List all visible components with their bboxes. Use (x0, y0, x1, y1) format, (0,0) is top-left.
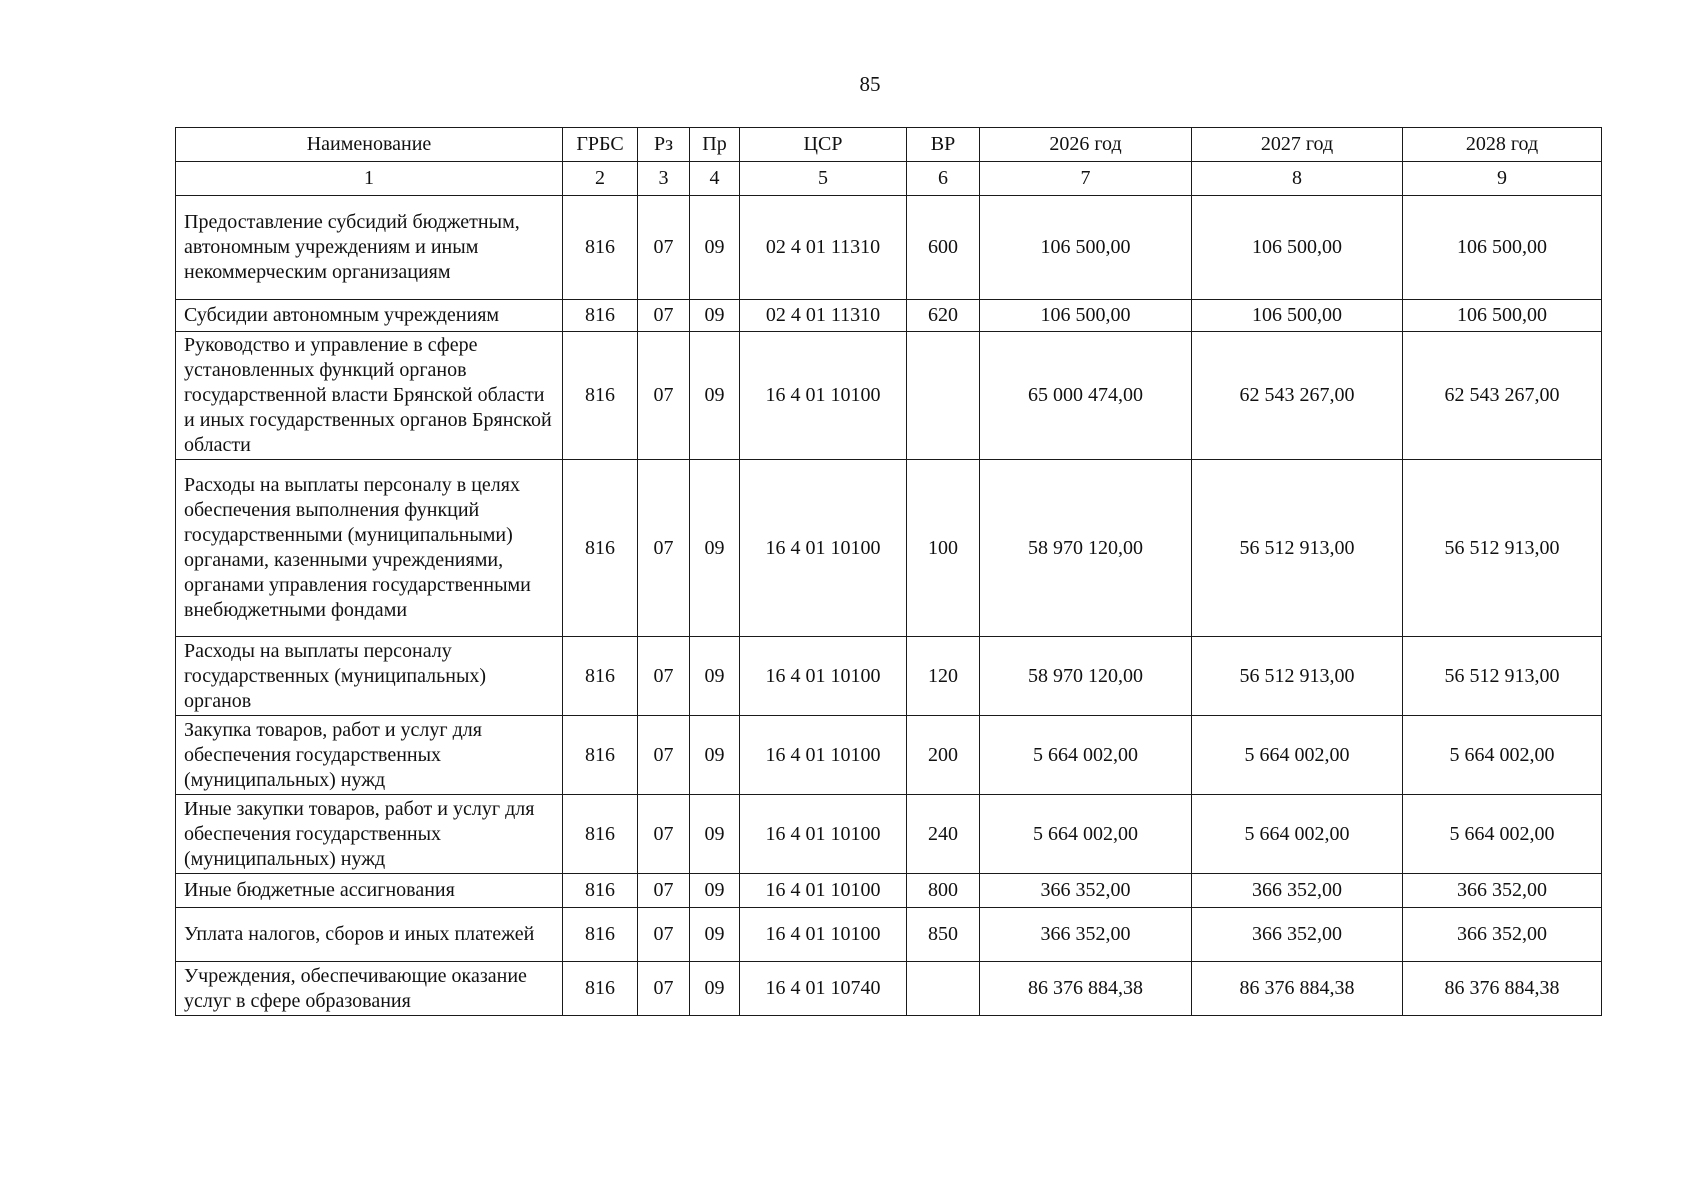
header-rz: Рз (638, 128, 690, 162)
row-rz: 07 (638, 460, 690, 637)
row-amount-2027: 62 543 267,00 (1192, 332, 1403, 460)
row-rz: 07 (638, 908, 690, 962)
row-csr: 02 4 01 11310 (740, 196, 907, 300)
row-amount-2027: 5 664 002,00 (1192, 716, 1403, 795)
column-number: 5 (740, 162, 907, 196)
row-csr: 16 4 01 10100 (740, 795, 907, 874)
column-number: 2 (563, 162, 638, 196)
row-grbs: 816 (563, 716, 638, 795)
row-pr: 09 (690, 460, 740, 637)
row-amount-2028: 62 543 267,00 (1403, 332, 1602, 460)
table-row (176, 962, 1602, 1016)
row-pr: 09 (690, 716, 740, 795)
page-number: 85 (859, 72, 881, 96)
row-pr: 09 (690, 908, 740, 962)
row-grbs: 816 (563, 874, 638, 908)
header-year-2026: 2026 год (980, 128, 1192, 162)
row-amount-2028: 5 664 002,00 (1403, 716, 1602, 795)
row-amount-2028: 56 512 913,00 (1403, 637, 1602, 716)
row-amount-2026: 106 500,00 (980, 300, 1192, 332)
table-row (176, 637, 1602, 716)
column-number: 7 (980, 162, 1192, 196)
header-grbs: ГРБС (563, 128, 638, 162)
column-number: 1 (176, 162, 563, 196)
table-row (176, 332, 1602, 460)
row-csr: 16 4 01 10100 (740, 332, 907, 460)
row-rz: 07 (638, 332, 690, 460)
header-year-2028: 2028 год (1403, 128, 1602, 162)
row-vr: 100 (907, 460, 980, 637)
row-amount-2028: 5 664 002,00 (1403, 795, 1602, 874)
row-amount-2027: 106 500,00 (1192, 300, 1403, 332)
row-rz: 07 (638, 300, 690, 332)
row-vr: 800 (907, 874, 980, 908)
header-year-2027: 2027 год (1192, 128, 1403, 162)
row-grbs: 816 (563, 637, 638, 716)
column-number: 9 (1403, 162, 1602, 196)
row-pr: 09 (690, 300, 740, 332)
row-vr (907, 962, 980, 1016)
row-amount-2028: 56 512 913,00 (1403, 460, 1602, 637)
row-name: Расходы на выплаты персоналу в целях обеспечения выполнения функций государственными (муниципальными) органами, казенными учреждениями, органами управления государственными внебюджетными фондами (176, 460, 563, 637)
header-csr: ЦСР (740, 128, 907, 162)
row-grbs: 816 (563, 795, 638, 874)
row-amount-2026: 366 352,00 (980, 874, 1192, 908)
row-name: Иные бюджетные ассигнования (176, 874, 563, 908)
row-name: Учреждения, обеспечивающие оказание услуг в сфере образования (176, 962, 563, 1016)
row-amount-2026: 5 664 002,00 (980, 716, 1192, 795)
row-amount-2027: 106 500,00 (1192, 196, 1403, 300)
header-name: Наименование (176, 128, 563, 162)
row-amount-2027: 5 664 002,00 (1192, 795, 1403, 874)
column-number: 4 (690, 162, 740, 196)
row-amount-2027: 56 512 913,00 (1192, 637, 1403, 716)
row-pr: 09 (690, 196, 740, 300)
row-amount-2026: 58 970 120,00 (980, 637, 1192, 716)
row-csr: 16 4 01 10740 (740, 962, 907, 1016)
row-amount-2028: 86 376 884,38 (1403, 962, 1602, 1016)
row-pr: 09 (690, 962, 740, 1016)
column-number-row (176, 162, 1602, 196)
header-pr: Пр (690, 128, 740, 162)
row-amount-2026: 58 970 120,00 (980, 460, 1192, 637)
row-name: Предоставление субсидий бюджетным, автономным учреждениям и иным некоммерческим организациям (176, 196, 563, 300)
header-vr: ВР (907, 128, 980, 162)
table-row (176, 874, 1602, 908)
row-amount-2027: 366 352,00 (1192, 908, 1403, 962)
row-amount-2026: 5 664 002,00 (980, 795, 1192, 874)
row-name: Субсидии автономным учреждениям (176, 300, 563, 332)
row-amount-2027: 56 512 913,00 (1192, 460, 1403, 637)
row-amount-2026: 366 352,00 (980, 908, 1192, 962)
row-csr: 16 4 01 10100 (740, 637, 907, 716)
column-number: 8 (1192, 162, 1403, 196)
row-rz: 07 (638, 637, 690, 716)
row-grbs: 816 (563, 908, 638, 962)
row-amount-2026: 65 000 474,00 (980, 332, 1192, 460)
row-rz: 07 (638, 716, 690, 795)
row-grbs: 816 (563, 196, 638, 300)
row-amount-2028: 366 352,00 (1403, 908, 1602, 962)
row-grbs: 816 (563, 962, 638, 1016)
table-row (176, 908, 1602, 962)
row-grbs: 816 (563, 460, 638, 637)
row-name: Уплата налогов, сборов и иных платежей (176, 908, 563, 962)
row-csr: 02 4 01 11310 (740, 300, 907, 332)
column-number: 6 (907, 162, 980, 196)
row-csr: 16 4 01 10100 (740, 874, 907, 908)
row-csr: 16 4 01 10100 (740, 716, 907, 795)
row-vr: 850 (907, 908, 980, 962)
table-row (176, 196, 1602, 300)
row-pr: 09 (690, 637, 740, 716)
row-amount-2026: 106 500,00 (980, 196, 1192, 300)
row-rz: 07 (638, 874, 690, 908)
row-name: Расходы на выплаты персоналу государственных (муниципальных) органов (176, 637, 563, 716)
table-header-row (176, 128, 1602, 162)
row-name: Руководство и управление в сфере установленных функций органов государственной власти Брянской области и иных государственных органов Брянской области (176, 332, 563, 460)
table-row (176, 716, 1602, 795)
row-pr: 09 (690, 874, 740, 908)
table-row (176, 795, 1602, 874)
column-number: 3 (638, 162, 690, 196)
row-amount-2027: 366 352,00 (1192, 874, 1403, 908)
row-vr: 620 (907, 300, 980, 332)
budget-table (175, 127, 1602, 1016)
row-rz: 07 (638, 196, 690, 300)
row-vr (907, 332, 980, 460)
row-rz: 07 (638, 795, 690, 874)
row-amount-2027: 86 376 884,38 (1192, 962, 1403, 1016)
row-name: Иные закупки товаров, работ и услуг для обеспечения государственных (муниципальных) нужд (176, 795, 563, 874)
row-grbs: 816 (563, 300, 638, 332)
row-amount-2028: 106 500,00 (1403, 196, 1602, 300)
row-vr: 200 (907, 716, 980, 795)
row-pr: 09 (690, 332, 740, 460)
table-row (176, 460, 1602, 637)
row-vr: 120 (907, 637, 980, 716)
row-amount-2028: 366 352,00 (1403, 874, 1602, 908)
row-pr: 09 (690, 795, 740, 874)
row-vr: 240 (907, 795, 980, 874)
row-rz: 07 (638, 962, 690, 1016)
row-csr: 16 4 01 10100 (740, 460, 907, 637)
row-vr: 600 (907, 196, 980, 300)
row-csr: 16 4 01 10100 (740, 908, 907, 962)
table-row (176, 300, 1602, 332)
row-grbs: 816 (563, 332, 638, 460)
row-amount-2026: 86 376 884,38 (980, 962, 1192, 1016)
row-amount-2028: 106 500,00 (1403, 300, 1602, 332)
row-name: Закупка товаров, работ и услуг для обеспечения государственных (муниципальных) нужд (176, 716, 563, 795)
